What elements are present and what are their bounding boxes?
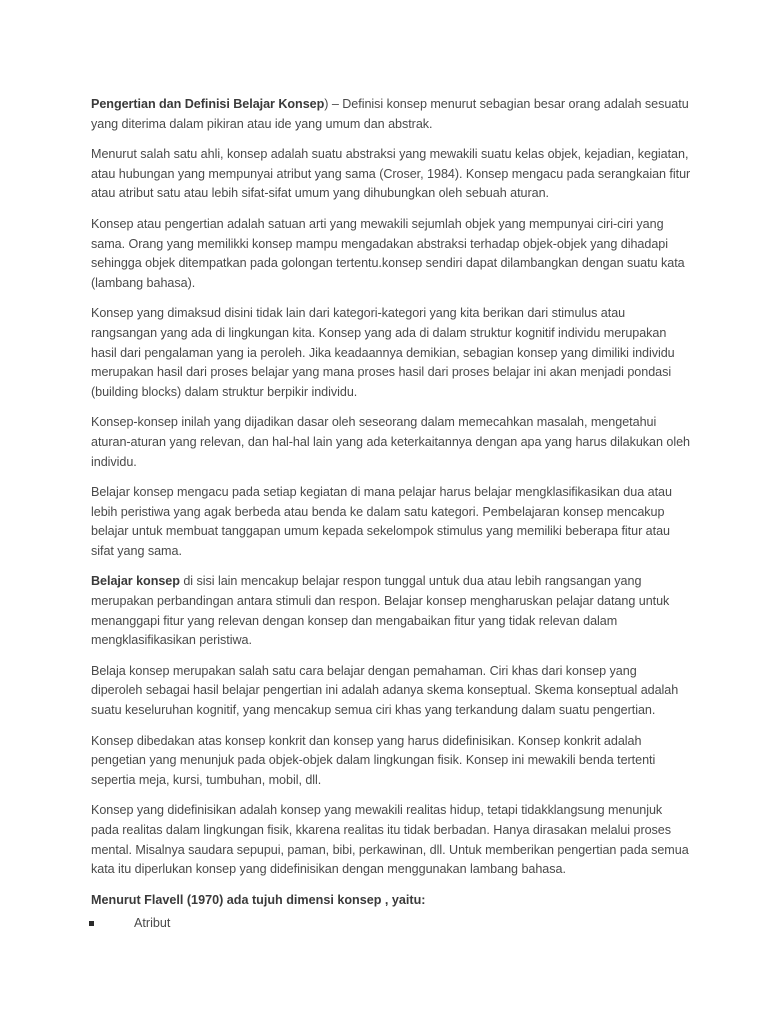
paragraph-9: Konsep dibedakan atas konsep konkrit dan konsep yang harus didefinisikan. Konsep konkrit adalah pengetian yang menunjuk pada objek-objek dalam lingkungan fisik. Konsep ini mewakili benda tertenti sepertia meja, kursi, tumbuhan, mobil, dll. [91, 733, 656, 787]
list-item-label: Atribut [134, 916, 171, 931]
paragraph-7-text: di sisi lain mencakup belajar respon tunggal untuk dua atau lebih rangsangan yang merupakan perbandingan antara stimuli dan respon. Belajar konsep mengharuskan pelajar datang untuk menanggapi fitur yang relevan dengan konsep dan mengabaikan fitur yang tidak relevan dalam mengklasifikasikan peristiwa. [91, 574, 670, 648]
dimension-list [91, 914, 691, 934]
paragraph-3: Konsep atau pengertian adalah satuan arti yang mewakili sejumlah objek yang mempunyai ciri-ciri yang sama. Orang yang memilikki konsep mampu mengadakan abstraksi terhadap objek-objek yang dihadapi sehingga objek ditempatkan pada golongan tertentu.konsep sendiri dapat dilambangkan dengan suatu kata (lambang bahasa). [91, 216, 685, 290]
section-heading: Menurut Flavell (1970) ada tujuh dimensi konsep , yaitu: [91, 892, 426, 907]
paragraph-4: Konsep yang dimaksud disini tidak lain dari kategori-kategori yang kita berikan dari stimulus atau rangsangan yang ada di lingkungan kita. Konsep yang ada di dalam struktur kognitif individu merupakan hasil dari pengalaman yang ia peroleh. Jika keadaannya demikian, sebagian konsep yang dimiliki individu merupakan hasil dari proses belajar yang mana proses hasil dari proses belajar ini akan menjadi pondasi (building blocks) dalam struktur berpikir individu. [91, 306, 675, 399]
paragraph-1 [91, 95, 691, 134]
paragraph-10: Konsep yang didefinisikan adalah konsep yang mewakili realitas hidup, tetapi tidakklangsung menunjuk pada realitas dalam lingkungan fisik, kkarena realitas itu tidak berbadan. Hanya dirasakan melalui proses mental. Misalnya saudara sepupui, paman, bibi, perkawinan, dll. Untuk memberikan pengertian pada semua kata itu diperlukan konsep yang didefinisikan dengan menggunakan lambang bahasa. [91, 803, 689, 877]
list-item [91, 914, 691, 934]
title-bold-text: Pengertian dan Definisi Belajar Konsep [91, 97, 325, 111]
bold-term: Belajar konsep [91, 574, 180, 589]
document-page [91, 95, 691, 934]
paragraph-8: Belaja konsep merupakan salah satu cara belajar dengan pemahaman. Ciri khas dari konsep yang diperoleh sebagai hasil belajar pengertian ini adalah adanya skema konseptual. Skema konseptual adalah suatu keseluruhan kognitif, yang mencakup semua ciri khas yang terkandung dalam suatu pengertian. [91, 663, 679, 718]
paragraph-7 [91, 572, 691, 650]
square-bullet-icon [89, 921, 94, 926]
paragraph-5: Konsep-konsep inilah yang dijadikan dasar oleh seseorang dalam memecahkan masalah, mengetahui aturan-aturan yang relevan, dan hal-hal lain yang ada keterkaitannya dengan apa yang harus dilakukan oleh individu. [91, 415, 690, 469]
paragraph-1-text: ) – Definisi konsep menurut sebagian besar orang adalah sesuatu yang diterima dalam pikiran atau ide yang umum dan abstrak. [91, 97, 689, 131]
paragraph-6: Belajar konsep mengacu pada setiap kegiatan di mana pelajar harus belajar mengklasifikasikan dua atau lebih peristiwa yang agak berbeda atau benda ke dalam satu kategori. Pembelajaran konsep mencakup belajar untuk membuat tanggapan umum kepada sekelompok stimulus yang memiliki beberapa fitur atau sifat yang sama. [91, 485, 672, 558]
paragraph-2: Menurut salah satu ahli, konsep adalah suatu abstraksi yang mewakili suatu kelas objek, kejadian, kegiatan, atau hubungan yang mempunyai atribut yang sama (Croser, 1984). Konsep mengacu pada serangkaian fitur atau atribut satu atau lebih sifat-sifat umum yang dihubungkan oleh sebuah aturan. [91, 147, 691, 201]
